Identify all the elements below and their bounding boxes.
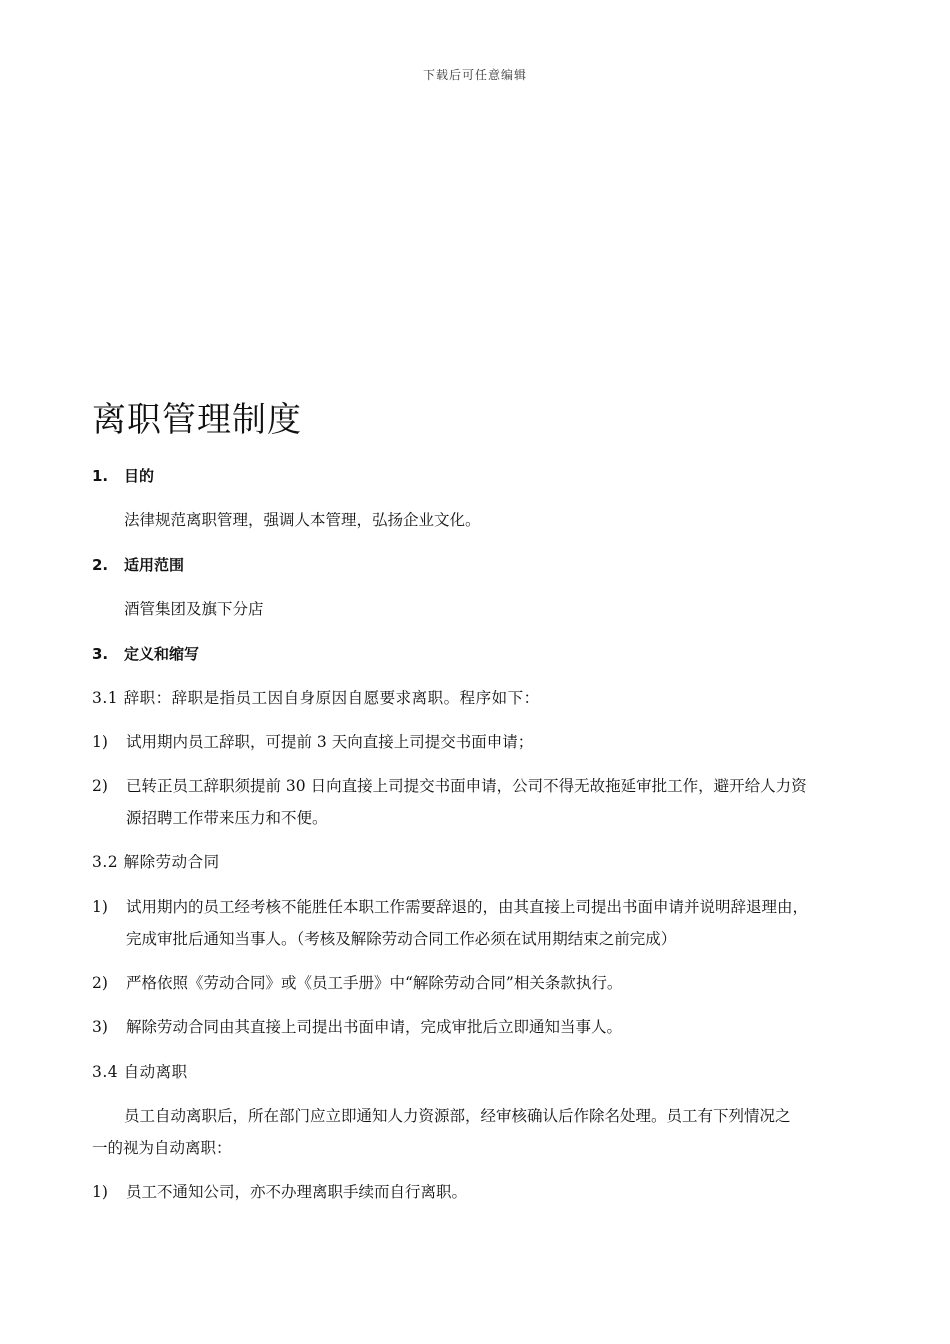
list-item (92, 890, 872, 924)
list-item-text: 试用期内的员工经考核不能胜任本职工作需要辞退的，由其直接上司提出书面申请并说明辞退理由， (126, 898, 809, 916)
list-item (92, 966, 872, 1000)
section-number: 2. (92, 556, 109, 574)
section-1-heading (92, 459, 872, 493)
section-title: 适用范围 (124, 556, 185, 574)
list-item-number: 3) (92, 1018, 108, 1036)
section-1-body: 法律规范离职管理，强调人本管理，弘扬企业文化。 (124, 511, 481, 529)
section-number: 1. (92, 467, 109, 485)
list-item-number: 2) (92, 974, 108, 992)
list-item (92, 1010, 872, 1044)
section-number: 3. (92, 645, 109, 663)
header-note: 下载后可任意编辑 (422, 68, 527, 82)
subsection-3-2-label: 3.2 解除劳动合同 (92, 853, 220, 871)
list-item (92, 1175, 872, 1209)
list-item-number: 1) (92, 1183, 108, 1201)
list-item-continuation: 源招聘工作带来压力和不便。 (126, 809, 328, 827)
list-item-text: 员工不通知公司，亦不办理离职手续而自行离职。 (126, 1183, 468, 1201)
section-2-heading (92, 548, 872, 582)
list-item-text: 解除劳动合同由其直接上司提出书面申请，完成审批后立即通知当事人。 (126, 1018, 623, 1036)
subsection-3-4-label: 3.4 自动离职 (92, 1063, 188, 1081)
list-item-number: 1) (92, 898, 108, 916)
list-item-text: 严格依照《劳动合同》或《员工手册》中“解除劳动合同”相关条款执行。 (126, 974, 623, 992)
list-item (92, 725, 872, 759)
paragraph-line: 员工自动离职后，所在部门应立即通知人力资源部，经审核确认后作除名处理。员工有下列情况之 (124, 1107, 791, 1125)
list-item-number: 1) (92, 733, 108, 751)
list-item-text: 已转正员工辞职须提前 30 日向直接上司提交书面申请，公司不得无故拖延审批工作，避开给人力资 (126, 777, 807, 795)
paragraph-line: 一的视为自动离职： (92, 1139, 232, 1157)
list-item (92, 769, 872, 803)
list-item-continuation: 完成审批后通知当事人。（考核及解除劳动合同工作必须在试用期结束之前完成） (126, 930, 677, 948)
subsection-3-1-label: 3.1 辞职：辞职是指员工因自身原因自愿要求离职。程序如下： (92, 689, 540, 707)
document-title: 离职管理制度 (92, 400, 302, 440)
section-3-heading (92, 637, 872, 671)
list-item-number: 2) (92, 777, 108, 795)
section-title: 目的 (124, 467, 155, 485)
section-2-body: 酒管集团及旗下分店 (124, 600, 264, 618)
list-item-text: 试用期内员工辞职，可提前 3 天向直接上司提交书面申请； (126, 733, 534, 751)
section-title: 定义和缩写 (124, 645, 200, 663)
